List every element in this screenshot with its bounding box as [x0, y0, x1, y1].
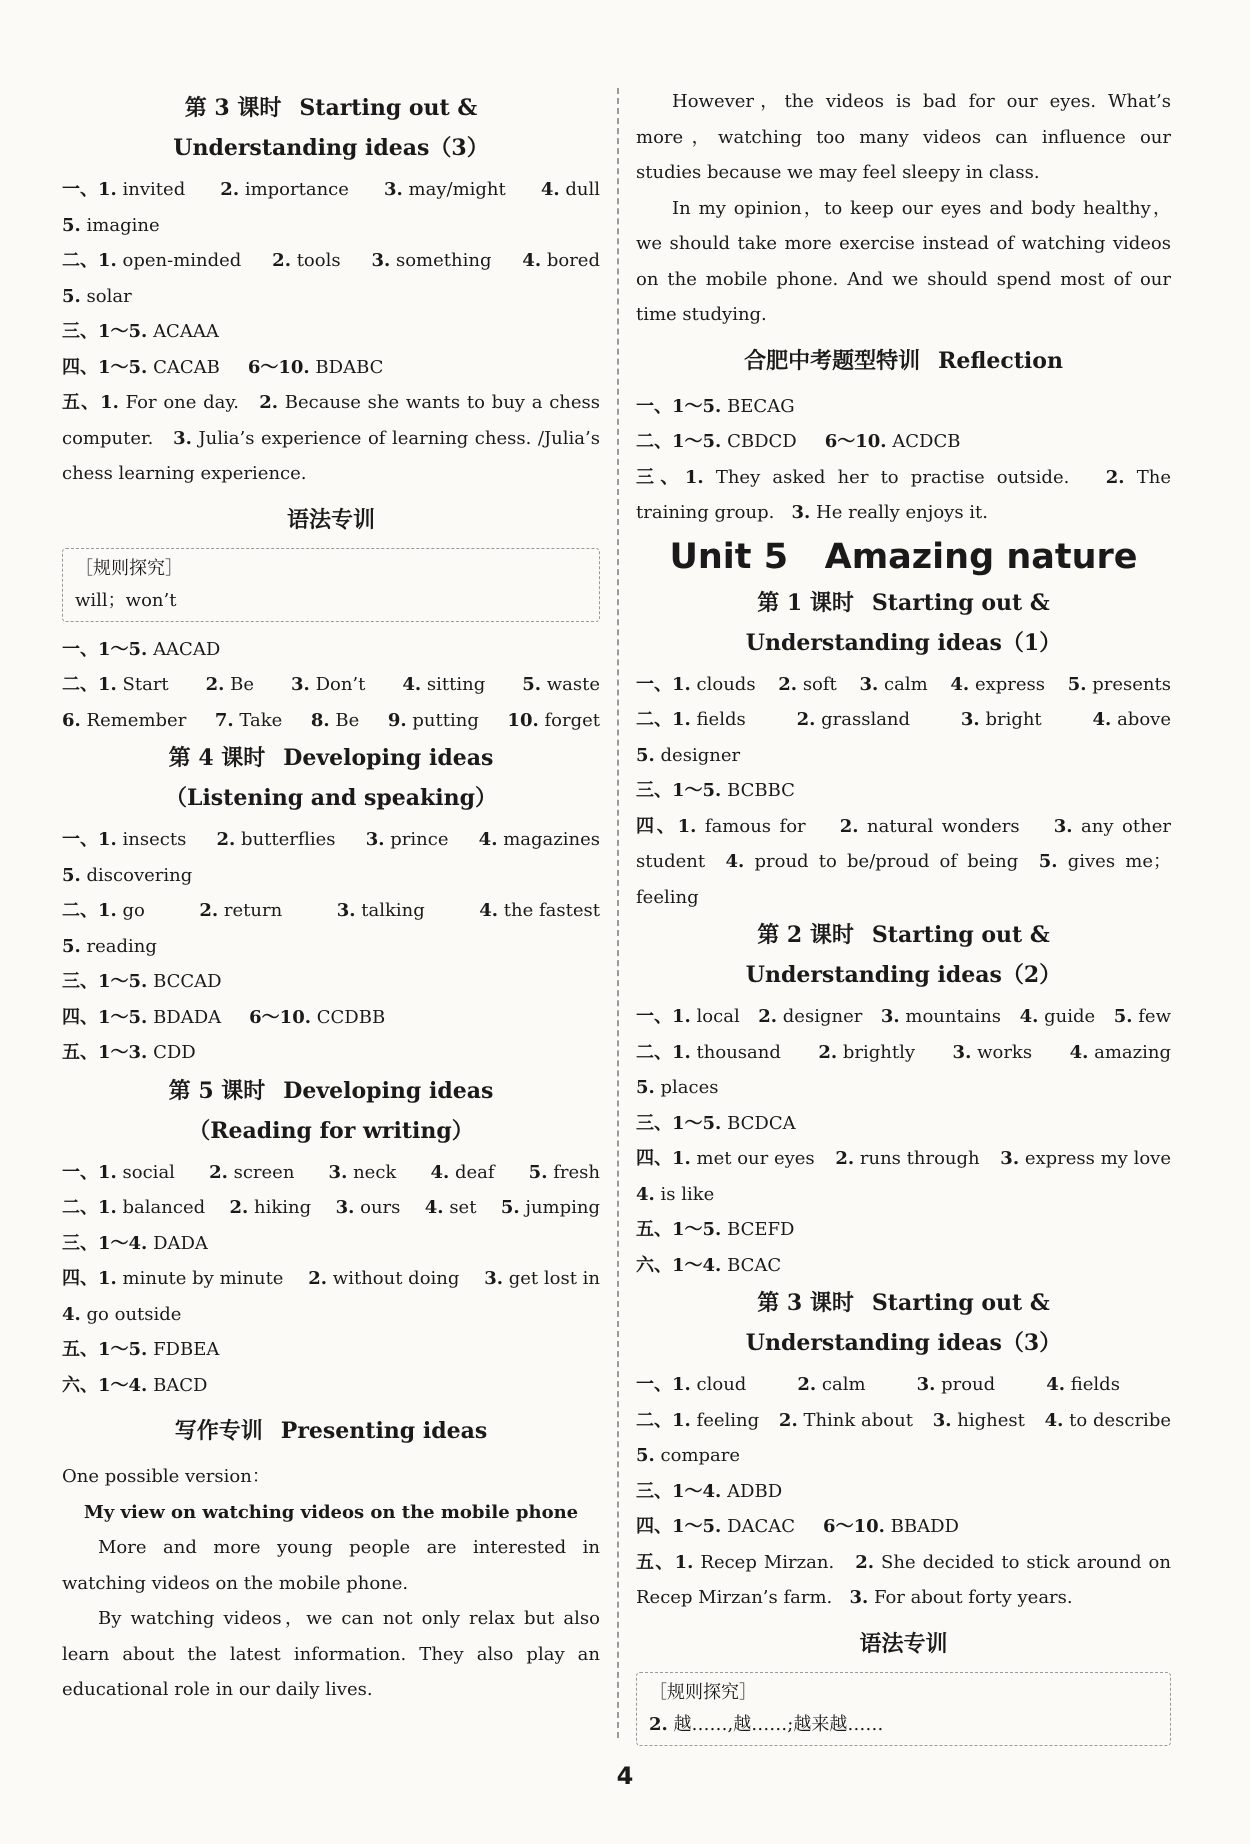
answer-line: 三、1～5. BCDCA: [636, 1112, 796, 1134]
answer-line: 6. Remember 7. Take 8. Be 9. putting 10. forget: [62, 709, 600, 731]
answer-line: 二、1. feeling 2. Think about 3. highest 4. to describe: [636, 1409, 1171, 1431]
section-subheading: Understanding ideas（3）: [745, 1330, 1062, 1356]
rule-box-label: ［规则探究］: [649, 1681, 757, 1703]
answer-line: 4. go outside: [62, 1303, 182, 1325]
section-subheading: Understanding ideas（1）: [745, 629, 1062, 656]
section-heading: 语法专训: [859, 1630, 948, 1657]
section-heading: 第 2 课时 Starting out &: [757, 922, 1050, 948]
section-heading: 第 3 课时 Starting out &: [757, 1290, 1050, 1316]
page-number: 4: [616, 1762, 634, 1790]
answer-line: 六、1～4. BACD: [62, 1374, 208, 1396]
answer-line: 五、1～3. CDD: [62, 1042, 196, 1063]
answer-line: 5. solar: [62, 285, 132, 307]
answer-line: 四、1～5. DACAC 6～10. BBADD: [636, 1516, 959, 1537]
answer-line: 五、1～5. BCEFD: [636, 1219, 795, 1240]
answer-line: 二、1. open-minded 2. tools 3. something 4. bored: [62, 250, 600, 271]
answer-paragraph: 三、1. They asked her to practise outside. 2. The training group. 3. He really enjoys it.: [636, 466, 1171, 523]
answer-line: 四、1. minute by minute 2. without doing 3. get lost in: [62, 1268, 600, 1289]
answer-paragraph: 五、1. Recep Mirzan. 2. She decided to stick around on Recep Mirzan’s farm. 3. For about forty years.: [636, 1551, 1171, 1608]
answer-line: 四、1～5. CACAB 6～10. BDABC: [62, 356, 384, 378]
answer-line: 二、1～5. CBDCD 6～10. ACDCB: [636, 431, 961, 452]
rule-box: [62, 548, 600, 622]
unit-title: Unit 5 Amazing nature: [669, 536, 1138, 577]
answer-line: 5. designer: [636, 744, 741, 766]
answer-line: 六、1～4. BCAC: [636, 1254, 782, 1276]
essay-paragraph: By watching videos，we can not only relax but also learn about the latest information. They also play an educational role in our daily lives.: [62, 1608, 600, 1700]
section-heading: 第 3 课时 Starting out &: [184, 95, 478, 121]
section-subheading: Understanding ideas（3）: [173, 135, 489, 161]
answer-line: 一、1. clouds 2. soft 3. calm 4. express 5. presents: [636, 673, 1171, 695]
answer-line: 二、1. balanced 2. hiking 3. ours 4. set 5. jumping: [62, 1197, 600, 1218]
section-heading: 第 1 课时 Starting out &: [757, 589, 1050, 616]
essay-paragraph: More and more young people are interested in watching videos on the mobile phone.: [62, 1537, 600, 1594]
rule-box-label: ［规则探究］: [75, 557, 183, 579]
answer-line: 一、1. cloud 2. calm 3. proud 4. fields: [636, 1374, 1120, 1395]
answer-line: 二、1. go 2. return 3. talking 4. the fastest: [62, 900, 600, 921]
answer-line: 4. is like: [636, 1183, 715, 1205]
left-column: [62, 88, 600, 1708]
answer-line: 四、1～5. BDADA 6～10. CCDBB: [62, 1006, 386, 1028]
answer-line: 五、1～5. FDBEA: [62, 1339, 220, 1360]
rule-box: [636, 1672, 1171, 1746]
answer-line: 三、1～4. ADBD: [636, 1480, 783, 1502]
answer-line: 二、1. Start 2. Be 3. Don’t 4. sitting 5. waste: [62, 674, 600, 695]
section-subheading: （Reading for writing）: [188, 1117, 474, 1144]
rule-box-text: 2. 越……,越……;越来越……: [649, 1713, 884, 1735]
section-heading: 语法专训: [286, 506, 375, 533]
section-heading: 第 4 课时 Developing ideas: [168, 745, 494, 771]
answer-line: 三、1～5. BCBBC: [636, 780, 795, 801]
answer-line: 四、1. met our eyes 2. runs through 3. express my love: [636, 1148, 1171, 1169]
section-subheading: （Listening and speaking）: [164, 785, 498, 811]
answer-line: 5. compare: [636, 1445, 741, 1466]
answer-line: 5. discovering: [62, 864, 193, 886]
answer-line: 一、1. local 2. designer 3. mountains 4. guide 5. few: [636, 1006, 1171, 1027]
answer-line: 三、1～5. BCCAD: [62, 971, 222, 992]
answer-line: 一、1～5. AACAD: [62, 638, 221, 660]
section-heading: 第 5 课时 Developing ideas: [168, 1077, 494, 1104]
answer-line: 一、1. insects 2. butterflies 3. prince 4. magazines: [62, 829, 600, 850]
essay-paragraph: However，the videos is bad for our eyes. What’s more，watching too many videos can influence our studies because we may feel sleepy in class.: [636, 91, 1171, 183]
answer-line: 5. imagine: [62, 214, 160, 236]
essay-intro: One possible version：: [62, 1466, 270, 1487]
answer-line: 5. reading: [62, 935, 157, 957]
essay-title: My view on watching videos on the mobile phone: [83, 1501, 579, 1523]
answer-line: 一、1～5. BECAG: [636, 395, 795, 417]
answer-line: 三、1～5. ACAAA: [62, 321, 219, 342]
answer-line: 二、1. thousand 2. brightly 3. works 4. amazing: [636, 1041, 1171, 1063]
answer-paragraph: 四、1. famous for 2. natural wonders 3. any other student 4. proud to be/proud of being 5. gives me；feeling: [636, 815, 1171, 908]
right-column: [636, 84, 1171, 1756]
answer-paragraph: 五、1. For one day. 2. Because she wants to buy a chess computer. 3. Julia’s experience of learning chess. /Julia’s chess learning experience.: [62, 392, 601, 484]
essay-paragraph: In my opinion，to keep our eyes and body healthy，we should take more exercise instead of watching videos on the mobile phone. And we should spend most of our time studying.: [636, 197, 1171, 325]
rule-box-text: will；won’t: [75, 589, 177, 611]
column-divider: [617, 88, 619, 1738]
section-heading: 写作专训 Presenting ideas: [174, 1418, 488, 1444]
answer-line: 一、1. invited 2. importance 3. may/might 4. dull: [62, 179, 600, 200]
answer-line: 5. places: [636, 1077, 719, 1098]
answer-line: 三、1～4. DADA: [62, 1232, 208, 1254]
section-subheading: Understanding ideas（2）: [745, 962, 1062, 988]
section-heading: 合肥中考题型特训 Reflection: [744, 347, 1063, 374]
answer-line: 一、1. social 2. screen 3. neck 4. deaf 5. fresh: [62, 1161, 600, 1183]
answer-line: 二、1. fields 2. grassland 3. bright 4. above: [636, 709, 1171, 730]
